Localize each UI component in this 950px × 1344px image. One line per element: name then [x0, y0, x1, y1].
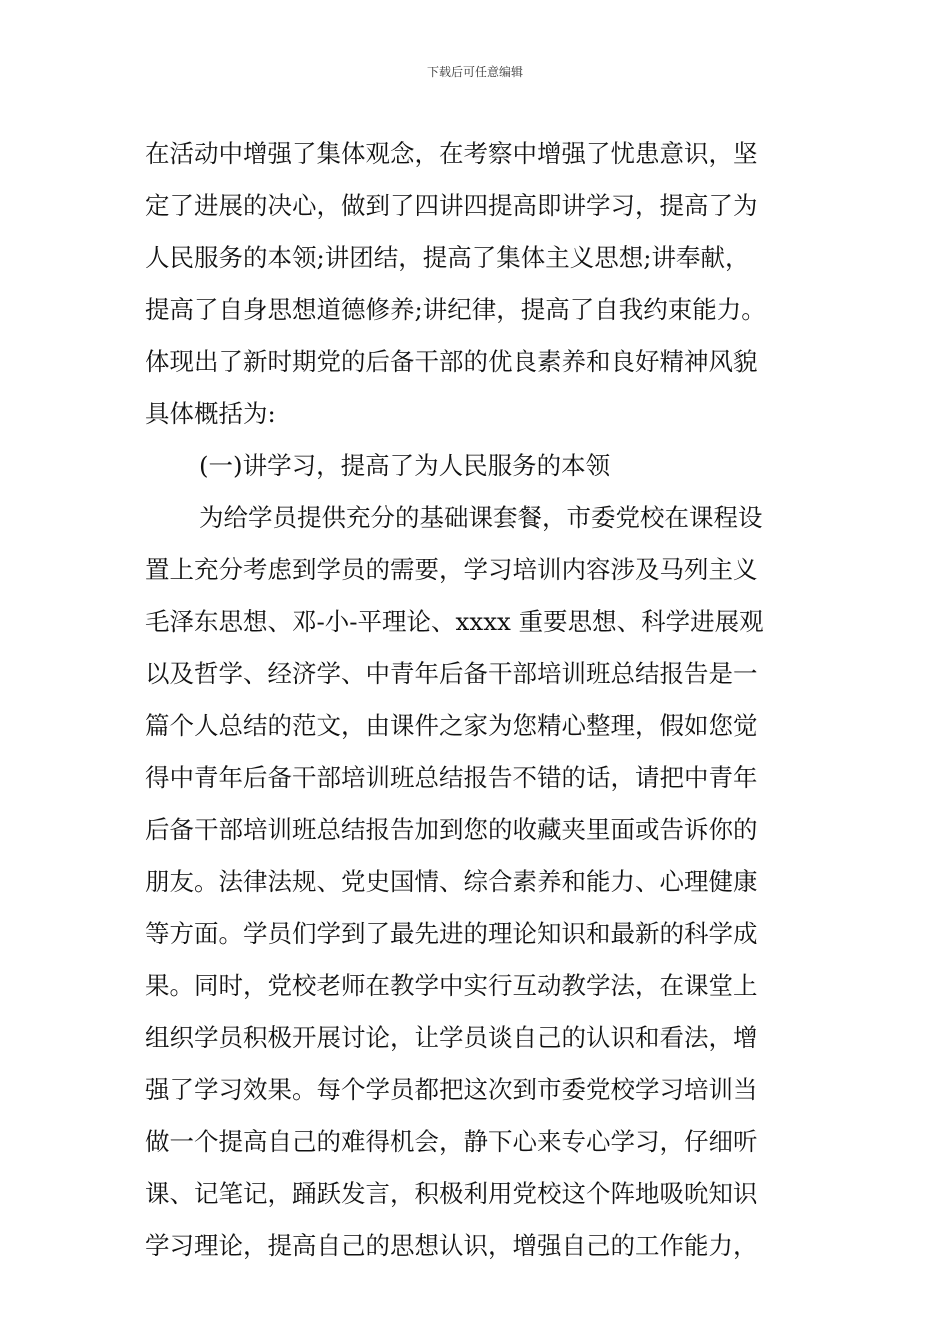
paragraph-first-line: 为给学员提供充分的基础课套餐，市委党校在课程设 — [199, 503, 763, 532]
text-line: 果。同时，党校老师在教学中实行互动教学法，在课堂上 — [145, 971, 758, 1000]
text-line: 定了进展的决心，做到了四讲四提高即讲学习，提高了为 — [145, 191, 758, 220]
text-line: 置上充分考虑到学员的需要，学习培训内容涉及马列主义 — [145, 555, 758, 584]
text-line: 强了学习效果。每个学员都把这次到市委党校学习培训当 — [145, 1075, 758, 1104]
text-line: 人民服务的本领;讲团结，提高了集体主义思想;讲奉献， — [145, 243, 750, 272]
text-line: 毛泽东思想、邓-小-平理论、xxxx 重要思想、科学进展观 — [145, 607, 764, 636]
text-line: 得中青年后备干部培训班总结报告不错的话，请把中青年 — [145, 763, 758, 792]
text-line: 等方面。学员们学到了最先进的理论知识和最新的科学成 — [145, 919, 758, 948]
text-line: 做一个提高自己的难得机会，静下心来专心学习，仔细听 — [145, 1127, 758, 1156]
text-line: 朋友。法律法规、党史国情、综合素养和能力、心理健康 — [145, 867, 758, 896]
text-line: 篇个人总结的范文，由课件之家为您精心整理，假如您觉 — [145, 711, 758, 740]
text-line: 具体概括为: — [145, 399, 276, 428]
text-line: 在活动中增强了集体观念，在考察中增强了忧患意识，坚 — [145, 139, 758, 168]
text-line: 组织学员积极开展讨论，让学员谈自己的认识和看法，增 — [145, 1023, 758, 1052]
document-body — [145, 128, 815, 1272]
text-line: 以及哲学、经济学、中青年后备干部培训班总结报告是一 — [145, 659, 758, 688]
text-line: 课、记笔记，踊跃发言，积极利用党校这个阵地吸吮知识 — [145, 1179, 758, 1208]
section-heading: (一)讲学习，提高了为人民服务的本领 — [199, 451, 611, 480]
page-header: 下载后可任意编辑 — [426, 65, 523, 79]
text-line: 体现出了新时期党的后备干部的优良素养和良好精神风貌 — [145, 347, 758, 376]
text-line: 后备干部培训班总结报告加到您的收藏夹里面或告诉你的 — [145, 815, 758, 844]
text-line: 提高了自身思想道德修养;讲纪律，提高了自我约束能力。 — [145, 295, 766, 324]
text-line: 学习理论，提高自己的思想认识，增强自己的工作能力， — [145, 1231, 758, 1260]
